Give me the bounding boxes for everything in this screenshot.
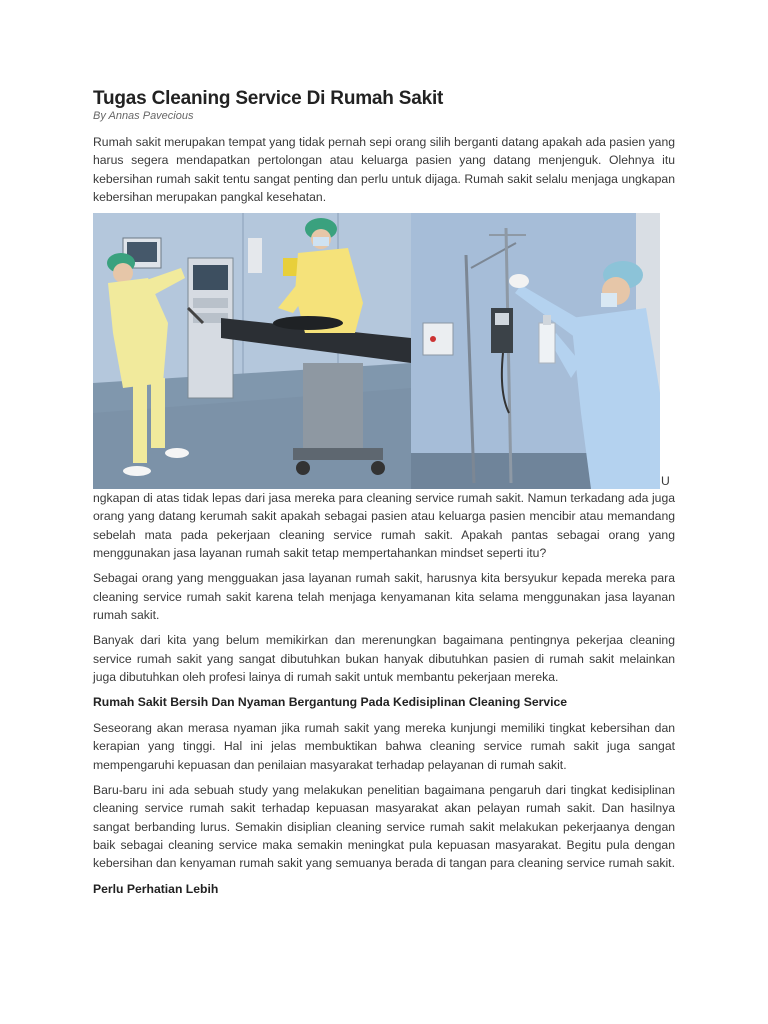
section-heading-2: Perlu Perhatian Lebih <box>93 881 219 896</box>
operating-room-photo <box>93 213 411 489</box>
article-title: Tugas Cleaning Service Di Rumah Sakit <box>93 88 444 109</box>
cleaning-staff-photo <box>93 213 660 489</box>
article-byline: By Annas Pavecious <box>93 110 194 122</box>
paragraph-2: Sebagai orang yang mengguakan jasa layanan rumah sakit, harusnya kita bersyukur kepada mereka para cleaning service rumah sakit karena telah menjaga kenyamanan kita selama menggunakan jasa layanan rumah sakit. <box>93 571 675 622</box>
article <box>93 88 675 906</box>
paragraph-4: Seseorang akan merasa nyaman jika rumah sakit yang mereka kunjungi memiliki tingkat kebersihan dan kerapian yang tinggi. Hal ini jelas membuktikan bahwa cleaning service rumah sakit juga sangat mempengaruhi kepuasan dan penilaian masyarakat terhadap pelayanan di rumah sakit. <box>93 721 675 772</box>
paragraph-1: ngkapan di atas tidak lepas dari jasa mereka para cleaning service rumah sakit. Namun terkadang ada juga orang yang datang kerumah sakit apakah sebagai pasien atau keluarga pasien mencibir atau memandang sebelah mata pada pekerjaan cleaning service rumah sakit. Apakah pantas sebagai orang yang menggunakan jasa layanan rumah sakit tetap mempertahankan mindset seperti itu? <box>93 491 675 561</box>
paragraph-3: Banyak dari kita yang belum memikirkan dan merenungkan bagaimana pentingnya pekerjaa cleaning service rumah sakit yang sangat dibutuhkan bukan hanyak dibutuhkan pasien di rumah sakit melainkan juga dibutuhkan oleh profesi lainya di rumah sakit untuk membantu pekerjaan mereka. <box>93 633 675 684</box>
photo-row <box>93 213 675 489</box>
drop-cap-letter: U <box>661 474 670 489</box>
intro-paragraph: Rumah sakit merupakan tempat yang tidak pernah sepi orang silih berganti datang apakah ada pasien yang harus segera mendapatkan pertolongan atau keluarga pasien yang datang menjenguk. Olehnya itu kebersihan rumah sakit tentu sangat penting dan perlu untuk dijaga. Rumah sakit selalu menjaga ungkapan kebersihan merupakan pangkal kesehatan. <box>93 135 675 204</box>
paragraph-5: Baru-baru ini ada sebuah study yang melakukan penelitian bagaimana pengaruh dari tingkat kedisiplinan cleaning service rumah sakit terhadap kepuasan masyarakat akan pelayan rumah sakit. Dan hasilnya sangat berbanding lurus. Semakin disiplian cleaning service rumah sakit melakukan pekerjaanya dengan baik sebagai cleaning service maka semakin meningkat pula kepuasan masyarakat. Begitu pula dengan kebersihan dan kenyaman rumah sakit yang semuanya berada di tangan para cleaning service rumah sakit. <box>93 783 675 871</box>
wall-cleaning-photo <box>411 213 660 489</box>
section-heading-1: Rumah Sakit Bersih Dan Nyaman Bergantung Pada Kedisiplinan Cleaning Service <box>93 695 568 710</box>
